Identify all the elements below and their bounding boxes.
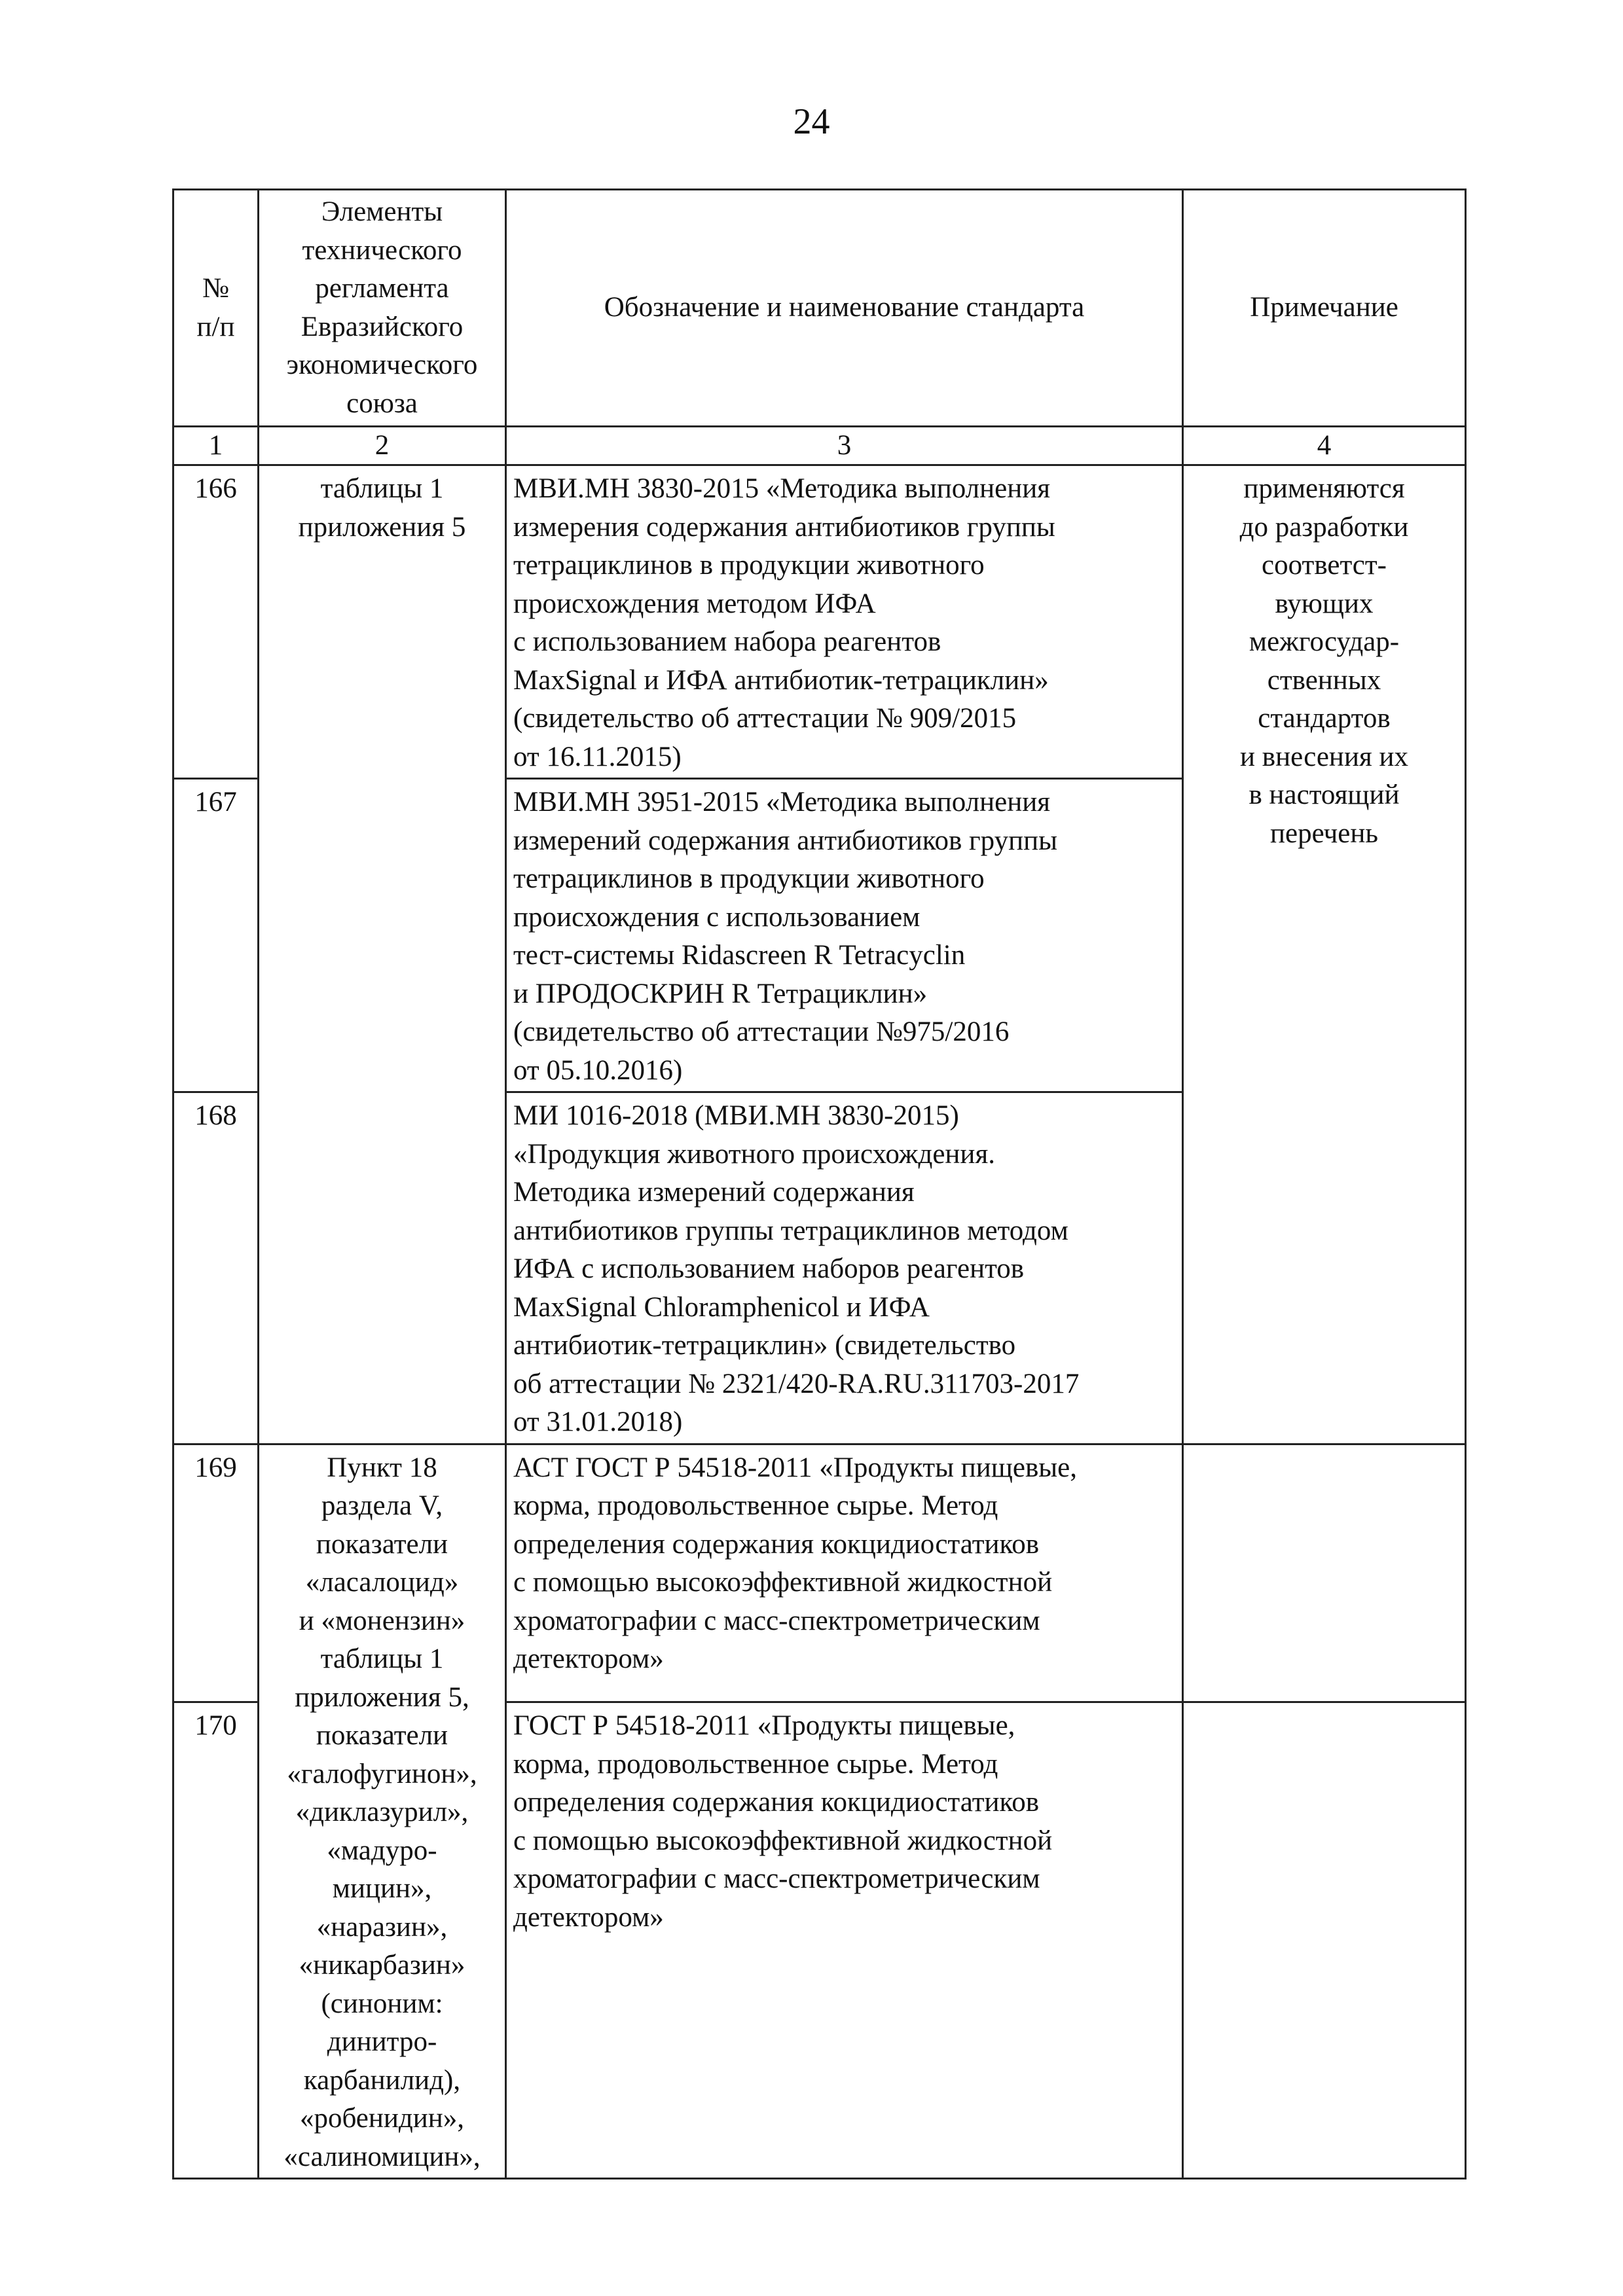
row-num: 170 <box>173 1702 259 2179</box>
row-standard: МИ 1016-2018 (МВИ.МН 3830-2015) «Продукция животного происхождения. Методика измерений содержания антибиотиков группы тетрациклинов методом ИФА с использованием наборов реагентов MaxSignal Chloramphenicol и ИФА антибиотик-тетрациклин» (свидетельство об аттестации № 2321/420-RA.RU.311703-2017 от 31.01.2018) <box>506 1092 1183 1444</box>
page-number: 24 <box>793 101 830 142</box>
row-standard: МВИ.МН 3951-2015 «Методика выполнения измерений содержания антибиотиков группы тетрациклинов в продукции животного происхождения с использованием тест-системы Ridascreen R Tetracyclin и ПРОДОСКРИН R Тетрациклин» (свидетельство об аттестации №975/2016 от 05.10.2016) <box>506 779 1183 1092</box>
column-number: 3 <box>506 427 1183 465</box>
row-standard: МВИ.МН 3830-2015 «Методика выполнения измерения содержания антибиотиков группы тетрациклинов в продукции животного происхождения методом ИФА с использованием набора реагентов MaxSignal и ИФА антибиотик-тетрациклин» (свидетельство об аттестации № 909/2015 от 16.11.2015) <box>506 465 1183 779</box>
row-note: применяются до разработки соответст- вующих межгосудар- ственных стандартов и внесения их в настоящий перечень <box>1183 465 1466 1444</box>
row-num: 167 <box>173 779 259 1092</box>
column-number: 4 <box>1183 427 1466 465</box>
column-number: 1 <box>173 427 259 465</box>
header-element: Элементы технического регламента Евразийского экономического союза <box>259 190 506 427</box>
row-standard: АСТ ГОСТ Р 54518-2011 «Продукты пищевые, корма, продовольственное сырье. Метод определения содержания кокцидиостатиков с помощью высокоэффективной жидкостной хроматографии с масс-спектрометрическим детектором» <box>506 1444 1183 1702</box>
row-num: 169 <box>173 1444 259 1702</box>
row-note <box>1183 1702 1466 2179</box>
row-note <box>1183 1444 1466 1702</box>
row-element: таблицы 1 приложения 5 <box>259 465 506 1444</box>
header-standard: Обозначение и наименование стандарта <box>506 190 1183 427</box>
column-numbers-row <box>173 427 1466 465</box>
row-standard: ГОСТ Р 54518-2011 «Продукты пищевые, корма, продовольственное сырье. Метод определения содержания кокцидиостатиков с помощью высокоэффективной жидкостной хроматографии с масс-спектрометрическим детектором» <box>506 1702 1183 2179</box>
row-num: 166 <box>173 465 259 779</box>
table-row <box>173 1444 1466 1702</box>
table-row <box>173 465 1466 779</box>
header-num: № п/п <box>173 190 259 427</box>
table-header-row <box>173 190 1466 427</box>
header-note: Примечание <box>1183 190 1466 427</box>
standards-table <box>172 188 1467 2179</box>
column-number: 2 <box>259 427 506 465</box>
row-num: 168 <box>173 1092 259 1444</box>
row-element: Пункт 18 раздела V, показатели «ласалоцид» и «монензин» таблицы 1 приложения 5, показатели «галофугинон», «диклазурил», «мадуро- мицин», «наразин», «никарбазин» (синоним: динитро- карбанилид), «робенидин», «салиномицин», <box>259 1444 506 2179</box>
